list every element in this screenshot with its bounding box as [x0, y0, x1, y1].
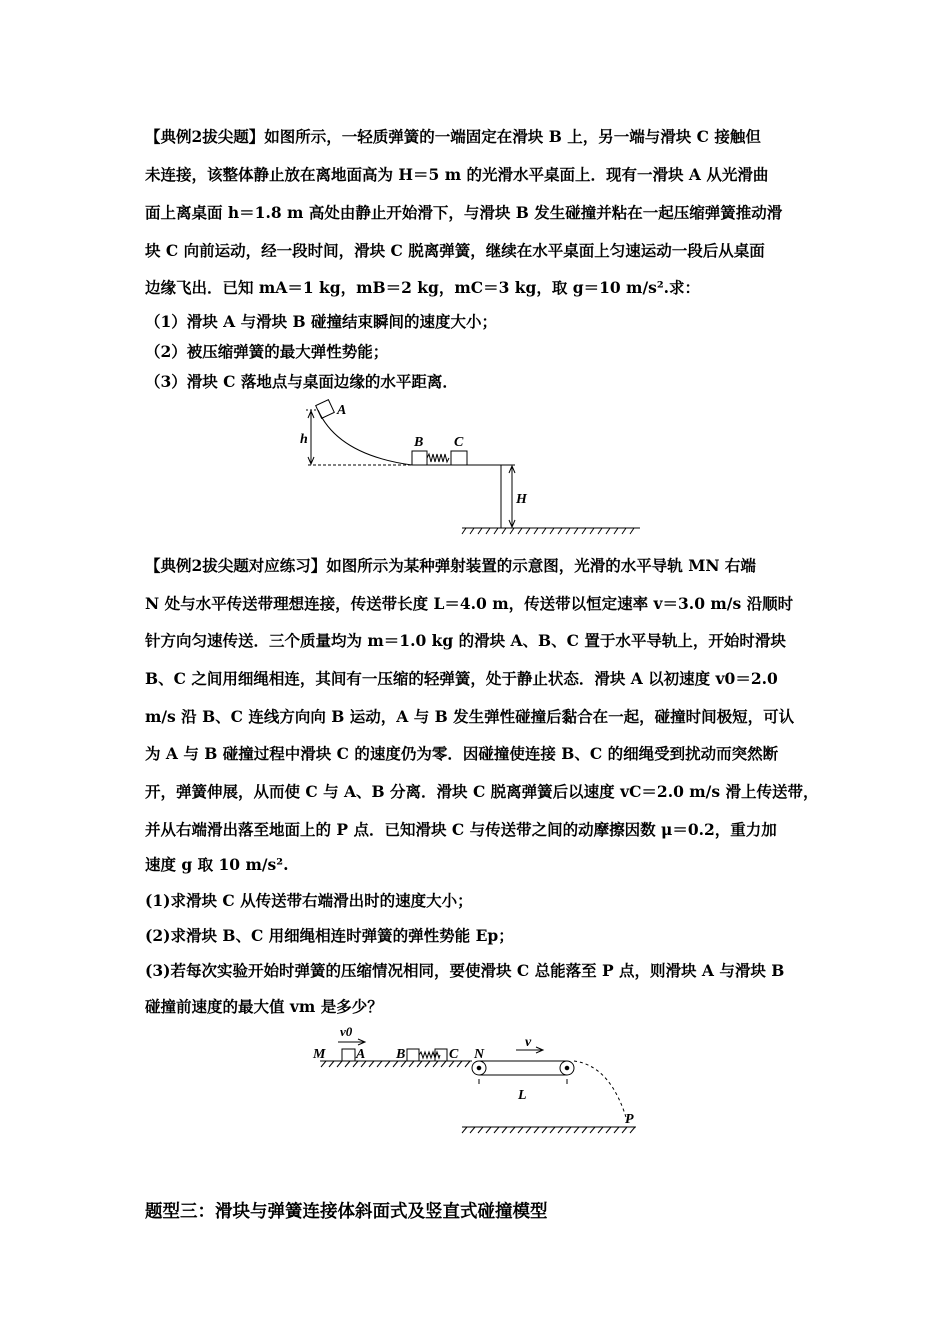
- fig1-label-B: B: [414, 435, 424, 450]
- ex1-line-3: 面上离桌面 h＝1.8 m 高处由静止开始滑下，与滑块 B 发生碰撞并粘在一起压缩弹簧推动滑: [145, 203, 783, 222]
- fig2-label-L: L: [518, 1088, 527, 1103]
- ex2-line-7: 开，弹簧伸展，从而使 C 与 A、B 分离．滑块 C 脱离弹簧后以速度 vC＝2.0 m/s 滑上传送带，: [145, 782, 819, 801]
- fig2-label-P: P: [625, 1112, 634, 1127]
- ex2-question-4: 碰撞前速度的最大值 vm 是多少？: [145, 997, 383, 1016]
- fig2-label-M: M: [313, 1047, 326, 1062]
- ex2-line-2: N 处与水平传送带理想连接，传送带长度 L＝4.0 m，传送带以恒定速率 v＝3.0 m/s 沿顺时: [145, 594, 794, 613]
- ex2-line-9: 速度 g 取 10 m/s².: [145, 855, 289, 874]
- ex2-line-8: 并从右端滑出落至地面上的 P 点．已知滑块 C 与传送带之间的动摩擦因数 μ＝0.2，重力加: [145, 820, 777, 839]
- fig2-label-v: v: [525, 1035, 532, 1050]
- section-heading: 题型三：滑块与弹簧连接体斜面式及竖直式碰撞模型: [145, 1202, 548, 1222]
- ex2-question-2: (2)求滑块 B、C 用细绳相连时弹簧的弹性势能 Ep；: [145, 926, 514, 945]
- fig1-label-H: H: [516, 492, 527, 507]
- fig2-label-v0: v0: [340, 1024, 353, 1039]
- ex1-line-4: 块 C 向前运动，经一段时间，滑块 C 脱离弹簧，继续在水平桌面上匀速运动一段后从桌面: [145, 241, 765, 260]
- ex2-question-1: (1)求滑块 C 从传送带右端滑出时的速度大小；: [145, 891, 473, 910]
- ex2-line-1: 【典例2拔尖题对应练习】如图所示为某种弹射装置的示意图，光滑的水平导轨 MN 右端: [145, 556, 756, 575]
- ex2-line-5: m/s 沿 B、C 连线方向向 B 运动，A 与 B 发生弹性碰撞后黏合在一起，碰撞时间极短，可认: [145, 707, 795, 726]
- fig1-label-A: A: [337, 403, 347, 418]
- ex2-line-4: B、C 之间用细绳相连，其间有一压缩的轻弹簧，处于静止状态．滑块 A 以初速度 v0＝2.0: [145, 669, 778, 688]
- ex2-line-6: 为 A 与 B 碰撞过程中滑块 C 的速度仍为零．因碰撞使连接 B、C 的细绳受到扰动而突然断: [145, 744, 779, 763]
- fig2-label-N: N: [474, 1047, 485, 1062]
- ex1-question-3: （3）滑块 C 落地点与桌面边缘的水平距离．: [145, 372, 458, 391]
- ex2-question-3: (3)若每次实验开始时弹簧的压缩情况相同，要使滑块 C 总能落至 P 点，则滑块 A 与滑块 B: [145, 961, 785, 980]
- fig2-label-C: C: [449, 1047, 459, 1062]
- ex1-question-2: （2）被压缩弹簧的最大弹性势能；: [145, 342, 389, 361]
- ex1-line-5: 边缘飞出．已知 mA＝1 kg，mB＝2 kg，mC＝3 kg，取 g＝10 m/s².求：: [145, 278, 701, 297]
- fig2-label-A: A: [356, 1047, 366, 1062]
- ex1-line-1: 【典例2拔尖题】如图所示，一轻质弹簧的一端固定在滑块 B 上，另一端与滑块 C 接触但: [145, 127, 761, 146]
- fig2-label-B: B: [396, 1047, 406, 1062]
- ex2-line-3: 针方向匀速传送．三个质量均为 m＝1.0 kg 的滑块 A、B、C 置于水平导轨上，开始时滑块: [145, 631, 786, 650]
- ex1-line-2: 未连接，该整体静止放在离地面高为 H＝5 m 的光滑水平桌面上．现有一滑块 A 从光滑曲: [145, 165, 769, 184]
- fig1-label-C: C: [454, 435, 464, 450]
- ex1-question-1: （1）滑块 A 与滑块 B 碰撞结束瞬间的速度大小；: [145, 312, 497, 331]
- fig1-label-h: h: [300, 432, 308, 447]
